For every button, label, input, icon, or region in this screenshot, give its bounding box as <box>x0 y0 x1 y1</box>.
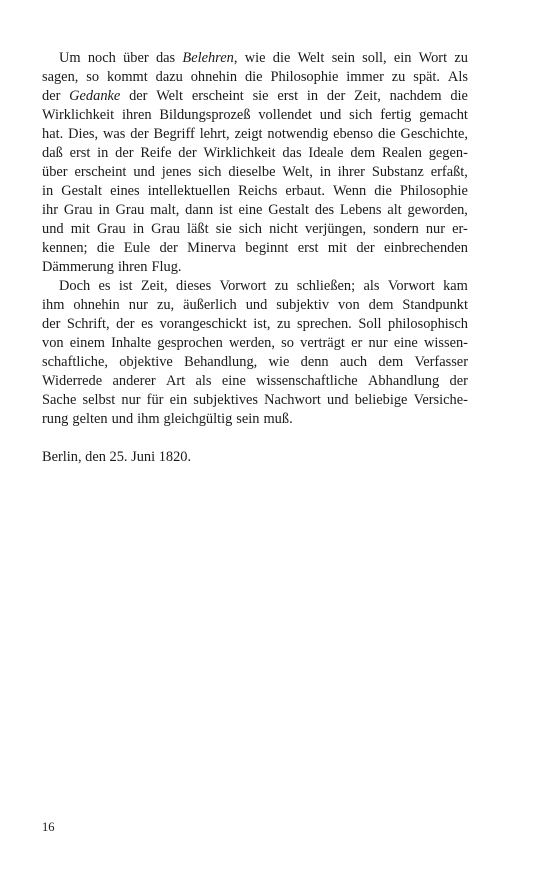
word: Behandlung, <box>184 354 258 370</box>
word: alt <box>387 202 402 218</box>
word: verjüngen, <box>304 221 367 237</box>
word: gesprochen <box>157 335 223 351</box>
word: Eule <box>123 240 151 256</box>
word: ist, <box>253 316 271 332</box>
word: wissenschaftliche <box>256 373 358 389</box>
word: Welt <box>297 50 325 66</box>
text-line <box>42 220 468 239</box>
word: für <box>146 392 164 408</box>
word: Philosophie <box>399 183 468 199</box>
word: läßt <box>187 221 209 237</box>
word: nur <box>368 335 388 351</box>
word: erst <box>297 240 319 256</box>
word: in <box>98 202 110 218</box>
word: und <box>111 411 134 427</box>
word: rung <box>42 411 69 427</box>
word: von <box>338 297 360 313</box>
word: in <box>42 183 54 199</box>
word: auch <box>339 354 368 370</box>
text-line <box>42 353 468 372</box>
word: in <box>97 145 109 161</box>
word: Grau <box>96 221 126 237</box>
word: Vorwort <box>387 278 435 294</box>
text-line <box>42 239 468 258</box>
word: es <box>141 316 154 332</box>
word: ihm <box>137 411 160 427</box>
word: spät. <box>413 69 441 85</box>
word: ist <box>219 202 233 218</box>
paragraph <box>42 49 468 277</box>
word: nachdem <box>389 88 442 104</box>
word: soll, <box>362 50 387 66</box>
word: ohnehin <box>190 69 238 85</box>
word: beginnt <box>245 240 289 256</box>
text-line <box>42 410 468 429</box>
text-line <box>42 258 468 277</box>
word: Reichs <box>238 183 278 199</box>
word: nicht <box>269 221 298 237</box>
word: es <box>98 278 111 294</box>
word: ihren <box>117 259 148 275</box>
word: dem <box>350 145 376 161</box>
word: lehrt, <box>199 126 230 142</box>
word: mit <box>70 221 90 237</box>
word: Philosophie <box>270 69 339 85</box>
word: sagen, <box>42 69 79 85</box>
word: Wenn <box>332 183 367 199</box>
word: eine <box>221 373 246 389</box>
word: sich <box>198 164 222 180</box>
word: ohnehin <box>73 297 120 313</box>
word: malt, <box>150 202 180 218</box>
word: nur <box>425 221 446 237</box>
word: Schrift, <box>66 316 110 332</box>
word: sondern <box>373 221 419 237</box>
text-line <box>42 182 468 201</box>
word: gelten <box>72 411 108 427</box>
word: objektive <box>119 354 173 370</box>
word: gleichgültig <box>163 411 233 427</box>
word: eines <box>110 183 140 199</box>
word: und <box>245 297 268 313</box>
word: Sache <box>42 392 77 408</box>
word: als <box>363 278 380 294</box>
word: ihm <box>42 297 65 313</box>
text-line <box>42 296 468 315</box>
word: und <box>319 107 342 123</box>
word: Doch <box>59 278 91 294</box>
word: Flug. <box>151 259 182 275</box>
word: sprechen. <box>297 316 352 332</box>
text-line <box>42 391 468 410</box>
word: Dies, <box>68 126 99 142</box>
word: einem <box>69 335 105 351</box>
word: das <box>155 50 176 66</box>
word: erst <box>277 88 299 104</box>
word: in <box>132 221 145 237</box>
text-line <box>42 372 468 391</box>
word: Grau <box>151 221 180 237</box>
word: ihr <box>42 202 58 218</box>
word: nur <box>121 392 141 408</box>
text-line <box>42 315 468 334</box>
word: über <box>123 50 149 66</box>
word: Nachwort <box>264 392 321 408</box>
word: in <box>319 164 331 180</box>
word: des <box>314 202 335 218</box>
word: Als <box>447 69 468 85</box>
word: erbaut. <box>285 183 325 199</box>
word: zu <box>391 69 406 85</box>
word: nur <box>128 297 148 313</box>
text-line <box>42 87 468 106</box>
word: Ideale <box>308 145 344 161</box>
word: daß <box>42 145 63 161</box>
word: Zeit, <box>354 88 381 104</box>
word: der <box>130 126 149 142</box>
word: die <box>272 50 291 66</box>
text-line <box>42 49 468 68</box>
word: dieses <box>176 278 212 294</box>
word: Inhalte <box>111 335 152 351</box>
spacer <box>42 429 468 448</box>
word: der <box>116 316 135 332</box>
word: gemacht <box>419 107 468 123</box>
word: Welt, <box>282 164 313 180</box>
word: hat. <box>42 126 64 142</box>
word: die <box>377 126 396 142</box>
word: subjektiv <box>276 297 330 313</box>
word: mit <box>327 240 348 256</box>
word: er- <box>452 221 468 237</box>
word: Zeit, <box>140 278 168 294</box>
word: der <box>178 145 197 161</box>
word: noch <box>87 50 116 66</box>
word: über <box>42 164 68 180</box>
word: ein <box>393 50 412 66</box>
word: Belehren, <box>182 50 238 66</box>
word: Gestalt <box>268 202 310 218</box>
word: kam <box>443 278 468 294</box>
word: geworden, <box>407 202 468 218</box>
text-line <box>42 163 468 182</box>
word: beliebige <box>354 392 408 408</box>
word: anderer <box>112 373 156 389</box>
text-line <box>42 144 468 163</box>
paragraph <box>42 277 468 429</box>
word: als <box>195 373 212 389</box>
word: intellektuellen <box>147 183 231 199</box>
page-number: 16 <box>42 820 55 834</box>
word: der <box>159 240 178 256</box>
word: ist <box>118 278 133 294</box>
word: muß. <box>263 411 293 427</box>
text-line <box>42 125 468 144</box>
word: Reife <box>140 145 172 161</box>
word: wie <box>244 50 266 66</box>
word: zu <box>454 50 468 66</box>
word: und <box>327 392 349 408</box>
word: schließen; <box>296 278 356 294</box>
word: äußerlich <box>183 297 237 313</box>
word: kommt <box>106 69 148 85</box>
word: das <box>282 145 302 161</box>
word: vorangeschickt <box>159 316 247 332</box>
word: Welt <box>156 88 184 104</box>
word: immer <box>346 69 384 85</box>
word: die <box>374 183 392 199</box>
word: die <box>244 69 263 85</box>
word: von <box>42 335 64 351</box>
word: Wort <box>418 50 448 66</box>
word: Begriff <box>153 126 195 142</box>
word: Lebens <box>339 202 382 218</box>
word: Widerrede <box>42 373 103 389</box>
word: werden, <box>229 335 275 351</box>
word: Bildungsprozeß <box>159 107 251 123</box>
word: der <box>42 316 61 332</box>
word: Wirklichkeit <box>203 145 276 161</box>
word: Grau <box>63 202 93 218</box>
word: Wirklichkeit <box>42 107 115 123</box>
word: der <box>129 88 148 104</box>
word: schaftliche, <box>42 354 108 370</box>
word: Versiche- <box>413 392 468 408</box>
word: eine <box>393 335 418 351</box>
word: zu <box>276 316 291 332</box>
word: ihrer <box>337 164 365 180</box>
word: wissen- <box>423 335 468 351</box>
word: jenes <box>161 164 192 180</box>
word: ein <box>169 392 188 408</box>
word: fertig <box>380 107 412 123</box>
word: selbst <box>82 392 116 408</box>
word: so <box>86 69 100 85</box>
word: dann <box>185 202 214 218</box>
word: Verfasser <box>414 354 468 370</box>
word: sie <box>252 88 269 104</box>
word: ebenso <box>333 126 374 142</box>
text-line <box>42 277 468 296</box>
word: wie <box>268 354 290 370</box>
word: zeigt <box>234 126 263 142</box>
word: erscheint <box>74 164 127 180</box>
word: Grau <box>115 202 145 218</box>
word: ihren <box>121 107 152 123</box>
word: Dämmerung <box>42 259 114 275</box>
word: gegen- <box>428 145 468 161</box>
word: der <box>326 88 346 104</box>
word: Art <box>165 373 186 389</box>
word: Gestalt <box>61 183 103 199</box>
word: sein <box>236 411 260 427</box>
word: und <box>42 221 64 237</box>
word: die <box>96 240 115 256</box>
word: sich <box>349 107 373 123</box>
word: der <box>42 88 61 104</box>
word: denn <box>300 354 329 370</box>
word: subjektives <box>193 392 259 408</box>
word: einbrechenden <box>384 240 468 256</box>
text-line <box>42 334 468 353</box>
word: dem <box>368 297 394 313</box>
signature-date: Berlin, den 25. Juni 1820. <box>42 449 192 465</box>
word: die <box>450 88 468 104</box>
word: dem <box>378 354 404 370</box>
word: erfaßt, <box>430 164 468 180</box>
text-line <box>42 201 468 220</box>
word: was <box>102 126 126 142</box>
word: so <box>281 335 294 351</box>
word: sein <box>331 50 355 66</box>
word: dazu <box>155 69 183 85</box>
word: Realen <box>381 145 422 161</box>
word: verträgt <box>300 335 345 351</box>
word: kennen; <box>42 240 88 256</box>
word: Geschichte, <box>400 126 468 142</box>
word: und <box>133 164 155 180</box>
word: Abhandlung <box>368 373 440 389</box>
word: in <box>306 88 319 104</box>
word: notwendig <box>267 126 329 142</box>
word: vollendet <box>258 107 312 123</box>
word: Substanz <box>371 164 424 180</box>
word: dieselbe <box>228 164 276 180</box>
word: Minerva <box>187 240 236 256</box>
word: der <box>356 240 375 256</box>
word: erst <box>69 145 91 161</box>
word: sie <box>215 221 232 237</box>
word: zu <box>274 278 289 294</box>
word: erscheint <box>191 88 244 104</box>
word: philosophisch <box>388 316 468 332</box>
word: der <box>115 145 134 161</box>
body-text <box>42 49 468 467</box>
word: Soll <box>358 316 382 332</box>
word: sich <box>238 221 262 237</box>
text-line <box>42 68 468 87</box>
word: Vorwort <box>219 278 267 294</box>
text-line <box>42 106 468 125</box>
word: eine <box>238 202 263 218</box>
word: zu, <box>156 297 175 313</box>
word: Gedanke <box>69 88 121 104</box>
word: er <box>351 335 363 351</box>
word: Um <box>59 50 81 66</box>
word: der <box>449 373 468 389</box>
word: Standpunkt <box>402 297 468 313</box>
